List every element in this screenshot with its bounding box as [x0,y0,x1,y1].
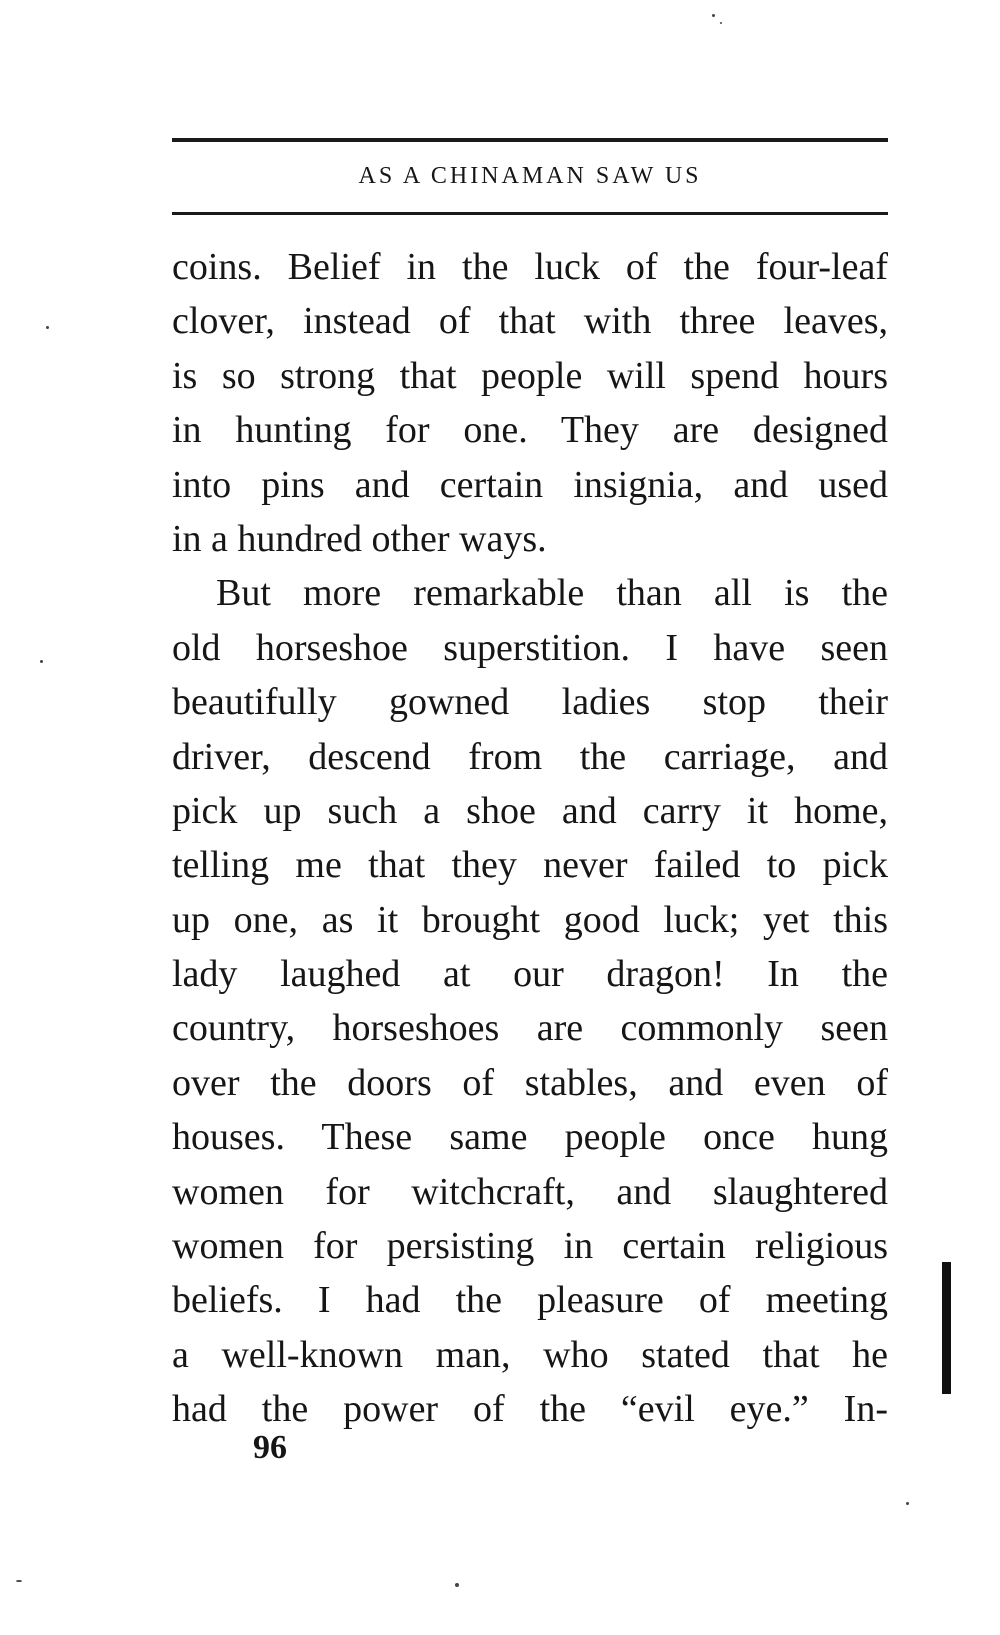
text-line: telling me that they never failed to pick [172,844,888,887]
text-line: driver, descend from the carriage, and [172,735,888,778]
text-line: beliefs. I had the pleasure of meeting [172,1279,888,1322]
text-line: houses. These same people once hung [172,1116,888,1159]
text-line: lady laughed at our dragon! In the [172,953,888,996]
text-line: old horseshoe superstition. I have seen [172,626,888,669]
text-line: pick up such a shoe and carry it home, [172,789,888,832]
text-line: women for witchcraft, and slaughtered [172,1170,888,1213]
scan-speck [16,1580,22,1582]
header-rule-top [172,138,888,142]
text-line: into pins and certain insignia, and used [172,463,888,506]
text-line: beautifully gowned ladies stop their [172,681,888,724]
header-rule-bottom [172,212,888,215]
running-head: AS A CHINAMAN SAW US [358,163,702,189]
text-line: country, horseshoes are commonly seen [172,1007,888,1050]
page-edge-mark [942,1262,951,1394]
text-line: had the power of the “evil eye.” In- [172,1388,888,1431]
scan-speck [712,14,715,17]
text-line: is so strong that people will spend hours [172,354,888,397]
text-line: a well-known man, who stated that he [172,1333,888,1376]
text-line: in a hundred other ways. [172,517,547,560]
text-line: in hunting for one. They are designed [172,409,888,452]
text-line: But more remarkable than all is the [216,572,888,615]
text-line: women for persisting in certain religious [172,1225,888,1268]
text-line: over the doors of stables, and even of [172,1061,888,1104]
scan-speck [455,1583,459,1587]
text-line: coins. Belief in the luck of the four-leaf [172,246,888,288]
text-line: clover, instead of that with three leaves, [172,300,888,343]
scan-speck [720,22,722,24]
body-text [172,240,888,1437]
text-line: up one, as it brought good luck; yet this [172,898,888,941]
scan-speck [906,1502,909,1505]
scan-speck [46,326,49,329]
scan-speck [40,660,43,663]
page-number: 96 [253,1429,287,1466]
